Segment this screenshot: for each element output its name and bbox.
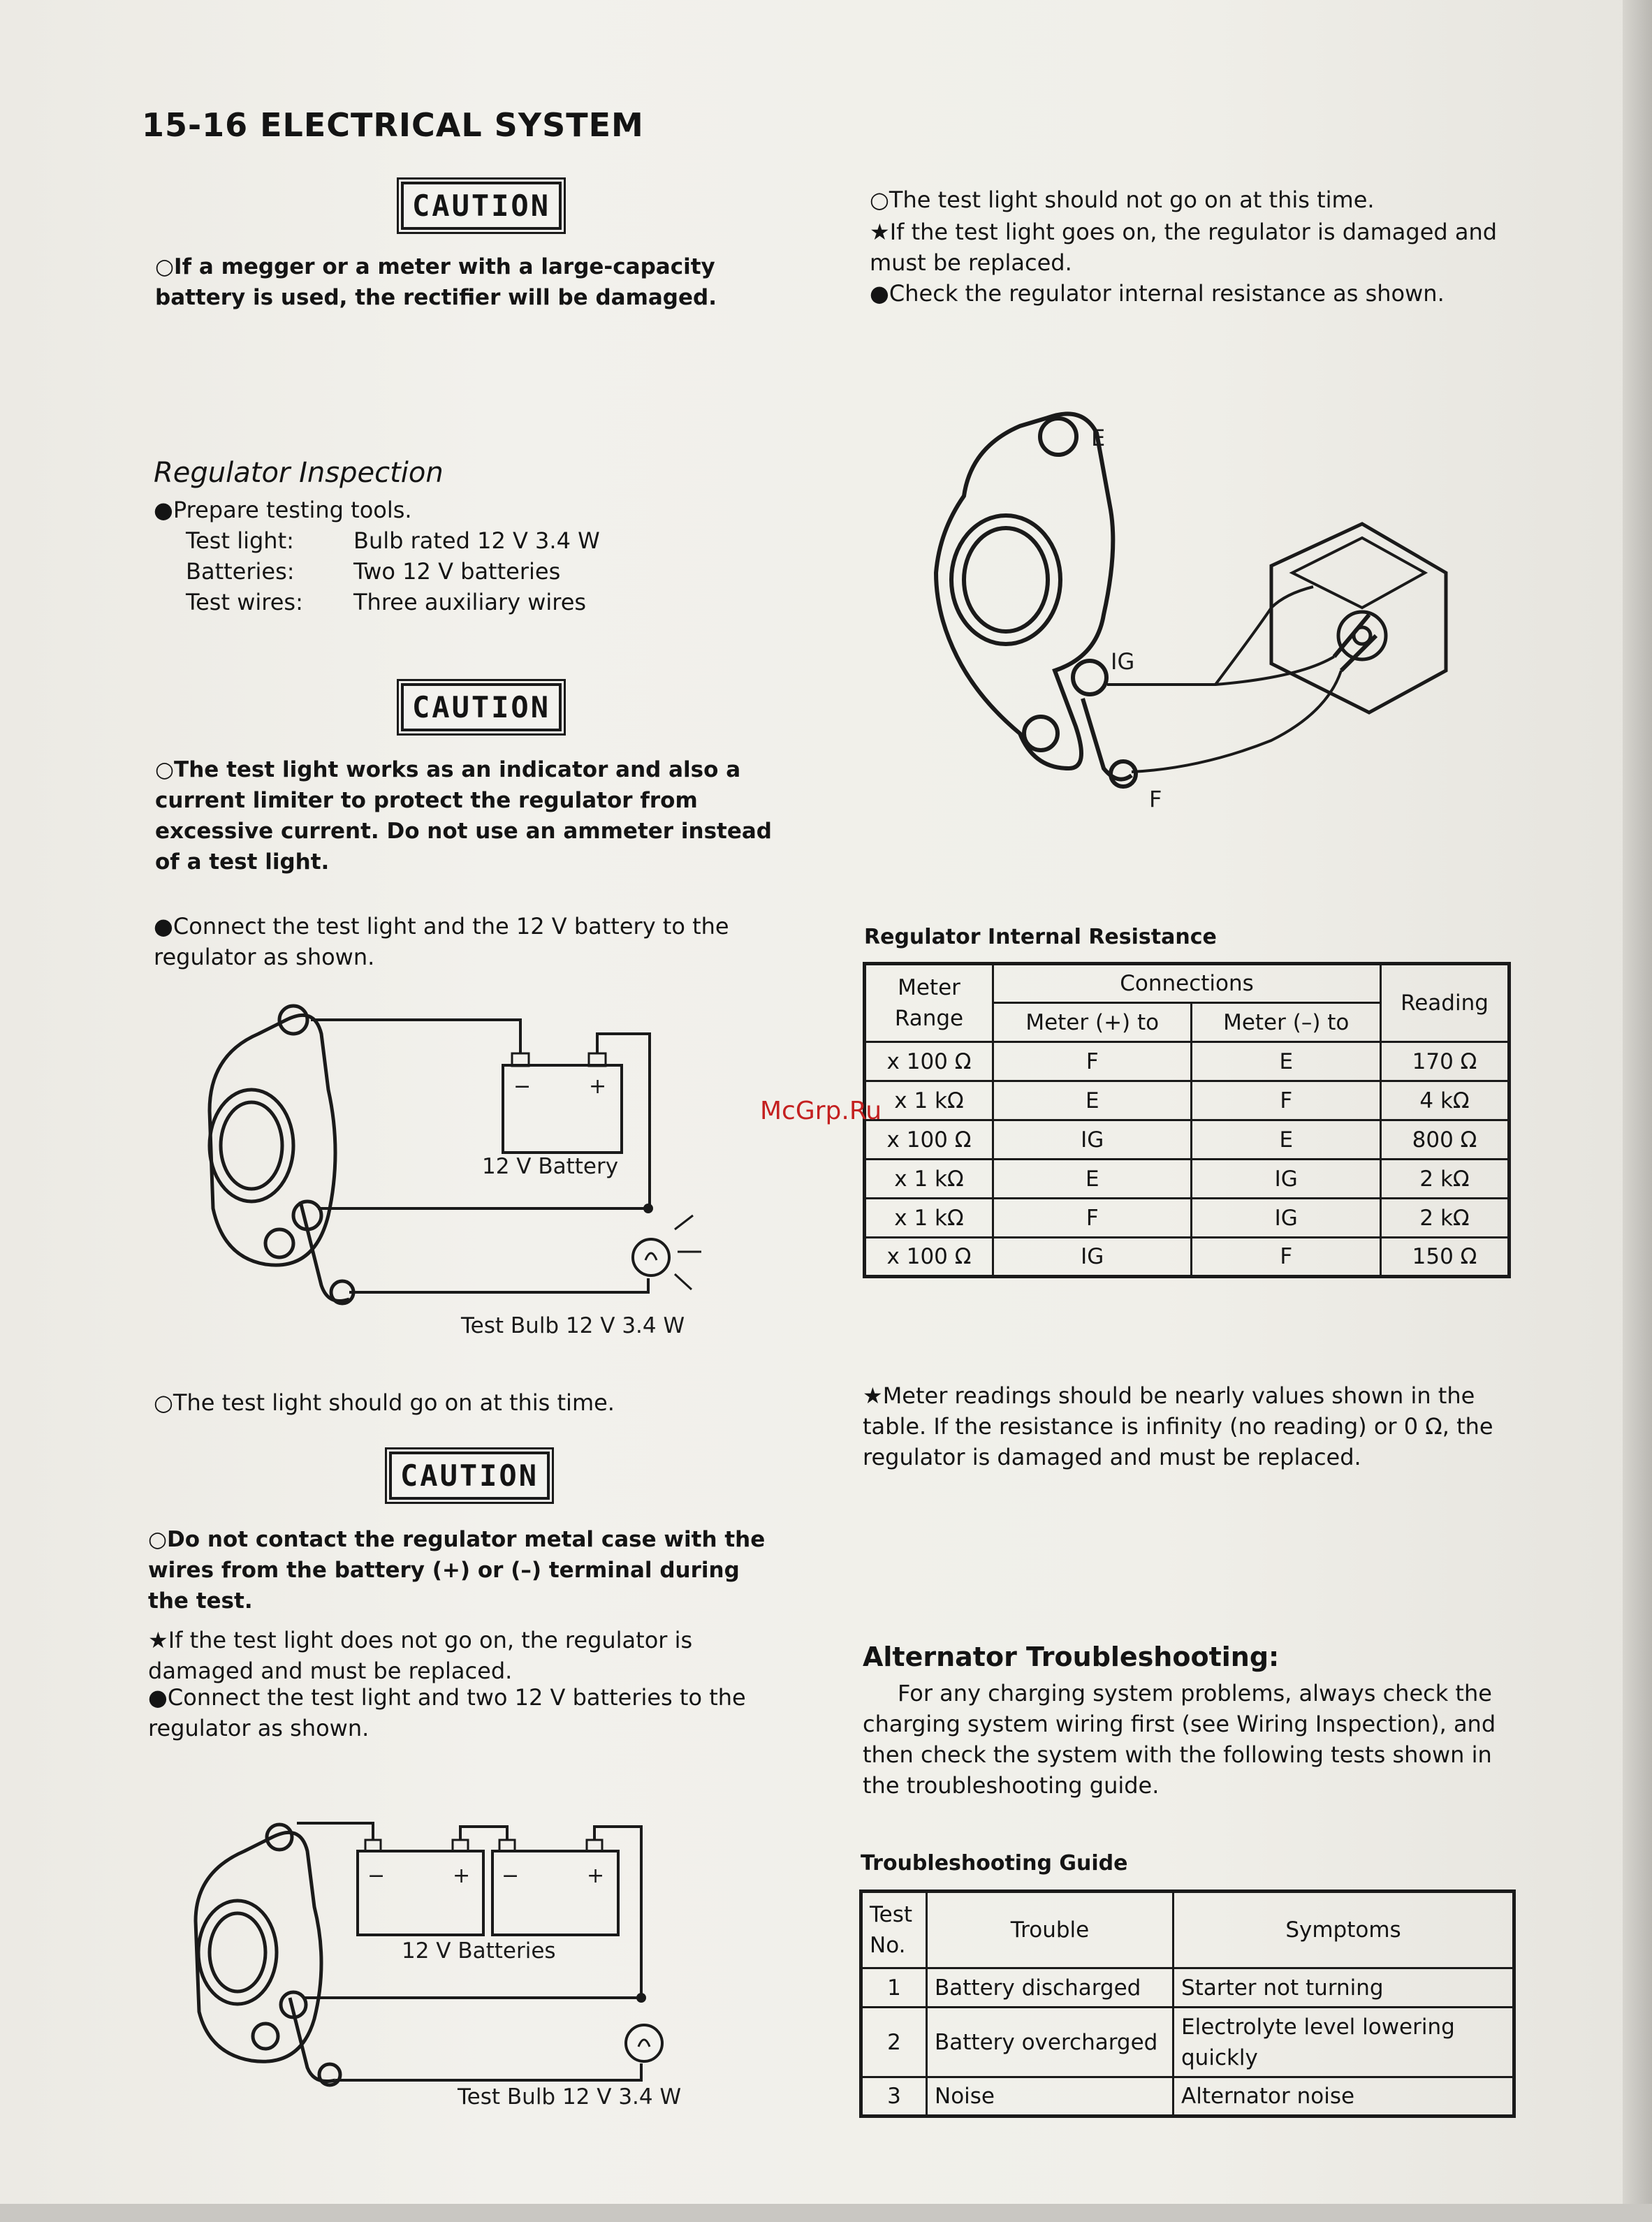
header-meter-minus: Meter (–) to [1192, 1003, 1381, 1042]
terminal-e-label: E [1091, 425, 1106, 451]
junction-dot [636, 1993, 646, 2003]
cell-test-no: 1 [861, 1968, 927, 2008]
light-on-damaged-text: ★If the test light goes on, the regulator is damaged and must be replaced. [870, 219, 1498, 276]
guide-table-caption: Troubleshooting Guide [861, 1851, 1128, 1876]
regulator-test-diagram-2 [175, 1795, 719, 2117]
cell-reading: 150 Ω [1381, 1238, 1510, 1277]
caution-2-text: ○The test light works as an indicator and also a current limiter to protect the regulator from excessive current. Do not use an ammeter instead of a test light. [155, 757, 772, 875]
test-bulb-icon [633, 1215, 701, 1289]
cell-reading: 2 kΩ [1381, 1160, 1510, 1199]
regulator-inspection-heading: Regulator Inspection [154, 457, 444, 489]
batteries-label: 12 V Batteries [402, 1938, 556, 1964]
test-bulb-icon [626, 2025, 662, 2061]
cell-plus: F [993, 1042, 1192, 1081]
tools-list [186, 525, 675, 617]
prepare-tools-text: ●Prepare testing tools. [154, 497, 412, 523]
no-light-text: ○The test light should not go on at this time. [870, 187, 1375, 213]
table-row [861, 2008, 1514, 2077]
page-edge-right [1623, 0, 1652, 2222]
cell-plus: E [993, 1081, 1192, 1120]
multimeter-drawing [1271, 524, 1446, 712]
table-row [865, 1238, 1510, 1277]
caution-3-text: ○Do not contact the regulator metal case with the wires from the battery (+) or (–) terminal during the test. [148, 1527, 766, 1614]
table-row [865, 1042, 1510, 1081]
terminal-ig-label: IG [1111, 648, 1135, 675]
battery-label: 12 V Battery [482, 1154, 619, 1179]
cell-range: x 1 kΩ [865, 1199, 993, 1238]
cell-minus: E [1192, 1120, 1381, 1160]
tool-key: Test light: [186, 527, 294, 554]
tools-row [186, 556, 675, 587]
cell-reading: 2 kΩ [1381, 1199, 1510, 1238]
resistance-table-caption: Regulator Internal Resistance [864, 925, 1217, 949]
caution-box-1: CAUTION [401, 182, 562, 230]
header-test-no: Test No. [861, 1892, 927, 1968]
battery-plus: + [587, 1864, 605, 1888]
table-header-row [861, 1892, 1514, 1968]
light-on-text: ○The test light should go on at this time. [154, 1389, 615, 1416]
table-row [865, 1199, 1510, 1238]
regulator-test-diagram-1 [182, 978, 726, 1341]
header-meter-plus: Meter (+) to [993, 1003, 1192, 1042]
alternator-text: For any charging system problems, always check the charging system wiring first (see Wiring Inspection), and then check the system with the following tests shown in the troubleshooting guide. [863, 1680, 1496, 1799]
header-trouble: Trouble [927, 1892, 1174, 1968]
watermark-text: McGrp.Ru [760, 1097, 882, 1125]
table-row [861, 2077, 1514, 2117]
cell-test-no: 2 [861, 2008, 927, 2077]
header-meter-range: Meter Range [865, 964, 993, 1042]
table-row [865, 1160, 1510, 1199]
meter-note-text: ★Meter readings should be nearly values shown in the table. If the resistance is infinity (no reading) or 0 Ω, the regulator is damaged and must be replaced. [863, 1382, 1493, 1470]
cell-minus: IG [1192, 1160, 1381, 1199]
cell-minus: IG [1192, 1199, 1381, 1238]
regulator-meter-diagram [908, 405, 1467, 824]
bulb-label: Test Bulb 12 V 3.4 W [458, 2084, 682, 2110]
header-connections: Connections [993, 964, 1381, 1003]
battery-drawing [503, 1053, 622, 1153]
junction-dot [643, 1204, 653, 1213]
check-resistance-text: ●Check the regulator internal resistance as shown. [870, 280, 1445, 307]
cell-plus: E [993, 1160, 1192, 1199]
regulator-drawing [196, 1825, 340, 2085]
tool-key: Batteries: [186, 558, 295, 585]
battery-minus: − [502, 1864, 520, 1888]
tools-row [186, 587, 675, 617]
cell-trouble: Battery discharged [927, 1968, 1174, 2008]
bulb-label: Test Bulb 12 V 3.4 W [461, 1313, 685, 1338]
regulator-drawing [936, 414, 1136, 787]
caution-box-3: CAUTION [389, 1452, 550, 1500]
cell-reading: 170 Ω [1381, 1042, 1510, 1081]
table-header-row [865, 964, 1510, 1003]
cell-symptoms: Alternator noise [1174, 2077, 1514, 2117]
cell-minus: E [1192, 1042, 1381, 1081]
tool-value: Three auxiliary wires [353, 589, 587, 615]
cell-test-no: 3 [861, 2077, 927, 2117]
tool-key: Test wires: [186, 589, 303, 615]
connect-2-text: ●Connect the test light and two 12 V batteries to the regulator as shown. [148, 1684, 746, 1741]
cell-plus: IG [993, 1238, 1192, 1277]
battery-minus: − [513, 1074, 532, 1099]
cell-plus: F [993, 1199, 1192, 1238]
tool-value: Bulb rated 12 V 3.4 W [353, 527, 600, 554]
caution-1-text: ○If a megger or a meter with a large-capacity battery is used, the rectifier will be damaged. [155, 254, 717, 310]
page-edge-bottom [0, 2204, 1652, 2222]
page-header: 15-16 ELECTRICAL SYSTEM [142, 106, 644, 144]
table-row [861, 1968, 1514, 2008]
table-row [865, 1081, 1510, 1120]
cell-range: x 100 Ω [865, 1120, 993, 1160]
cell-range: x 1 kΩ [865, 1160, 993, 1199]
cell-plus: IG [993, 1120, 1192, 1160]
caution-box-2: CAUTION [401, 683, 562, 731]
cell-symptoms: Electrolyte level lowering quickly [1174, 2008, 1514, 2077]
connect-1-text: ●Connect the test light and the 12 V battery to the regulator as shown. [154, 913, 729, 970]
cell-reading: 4 kΩ [1381, 1081, 1510, 1120]
battery-plus: + [453, 1864, 471, 1888]
cell-trouble: Noise [927, 2077, 1174, 2117]
battery-plus: + [589, 1074, 607, 1099]
tools-row [186, 525, 675, 556]
cell-minus: F [1192, 1081, 1381, 1120]
cell-reading: 800 Ω [1381, 1120, 1510, 1160]
cell-range: x 100 Ω [865, 1238, 993, 1277]
alternator-heading: Alternator Troubleshooting: [863, 1642, 1280, 1672]
tool-value: Two 12 V batteries [353, 558, 561, 585]
header-symptoms: Symptoms [1174, 1892, 1514, 1968]
table-row [865, 1120, 1510, 1160]
cell-minus: F [1192, 1238, 1381, 1277]
header-reading: Reading [1381, 964, 1510, 1042]
cell-range: x 100 Ω [865, 1042, 993, 1081]
cell-range: x 1 kΩ [865, 1081, 993, 1120]
resistance-table [863, 962, 1511, 1278]
regulator-drawing [210, 1006, 353, 1303]
troubleshooting-table [859, 1890, 1516, 2118]
cell-trouble: Battery overcharged [927, 2008, 1174, 2077]
terminal-f-label: F [1149, 786, 1162, 812]
not-on-text: ★If the test light does not go on, the regulator is damaged and must be replaced. [148, 1627, 693, 1684]
cell-symptoms: Starter not turning [1174, 1968, 1514, 2008]
battery-minus: − [367, 1864, 386, 1888]
